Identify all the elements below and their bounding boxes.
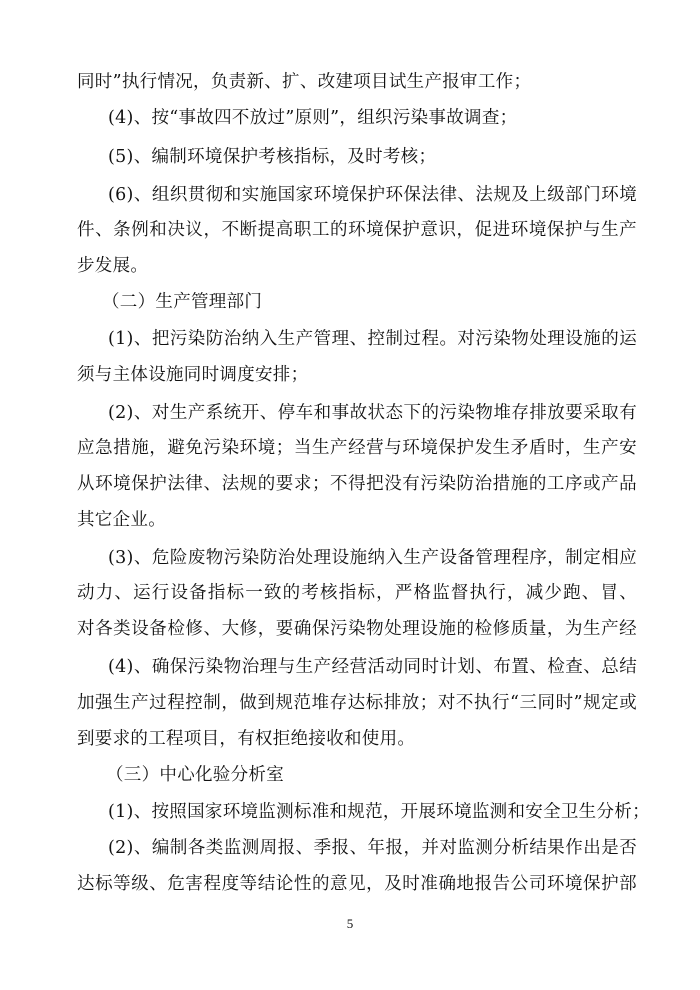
text-line: 对各类设备检修、大修，要确保污染物处理设施的检修质量，为生产经 [77,619,637,639]
text-line: 达标等级、危害程度等结论性的意见，及时准确地报告公司环境保护部 [77,874,637,894]
text-line: 同时”执行情况，负责新、扩、改建项目试生产报审工作； [77,72,532,92]
text-line: (5)、编制环境保护考核指标，及时考核； [108,147,437,167]
text-line: 步发展。 [77,256,149,276]
text-line: 到要求的工程项目，有权拒绝接收和使用。 [77,729,416,749]
text-line: (1)、按照国家环境监测标准和规范，开展环境监测和安全卫生分析； [108,802,650,822]
text-line: (6)、组织贯彻和实施国家环境保护环保法律、法规及上级部门环境 [108,185,637,205]
text-line: (4)、按“事故四不放过”原则”，组织污染事故调查； [108,108,518,128]
section-heading: （二）生产管理部门 [102,292,263,312]
text-line: (2)、编制各类监测周报、季报、年报，并对监测分析结果作出是否 [108,838,637,858]
section-heading: （三）中心化验分析室 [106,765,284,785]
text-line: 从环境保护法律、法规的要求；不得把没有污染防治措施的工序或产品 [77,474,637,494]
text-line: (3)、危险废物污染防治处理设施纳入生产设备管理程序，制定相应 [108,548,637,568]
text-line: 动力、运行设备指标一致的考核指标，严格监督执行，减少跑、冒、 [77,583,637,603]
text-line: (2)、对生产系统开、停车和事故状态下的污染物堆存排放要采取有 [108,403,637,423]
text-line: 件、条例和决议，不断提高职工的环境保护意识，促进环境保护与生产 [77,220,637,240]
text-line: 须与主体设施同时调度安排； [77,365,309,385]
text-line: (1)、把污染防治纳入生产管理、控制过程。对污染物处理设施的运 [108,329,637,349]
text-line: 其它企业。 [77,510,166,530]
text-line: (4)、确保污染物治理与生产经营活动同时计划、布置、检查、总结 [108,657,637,677]
text-line: 应急措施，避免污染环境；当生产经营与环境保护发生矛盾时，生产安 [77,438,637,458]
page-number: 5 [346,916,354,931]
text-line: 加强生产过程控制，做到规范堆存达标排放；对不执行“三同时”规定或 [77,693,637,713]
